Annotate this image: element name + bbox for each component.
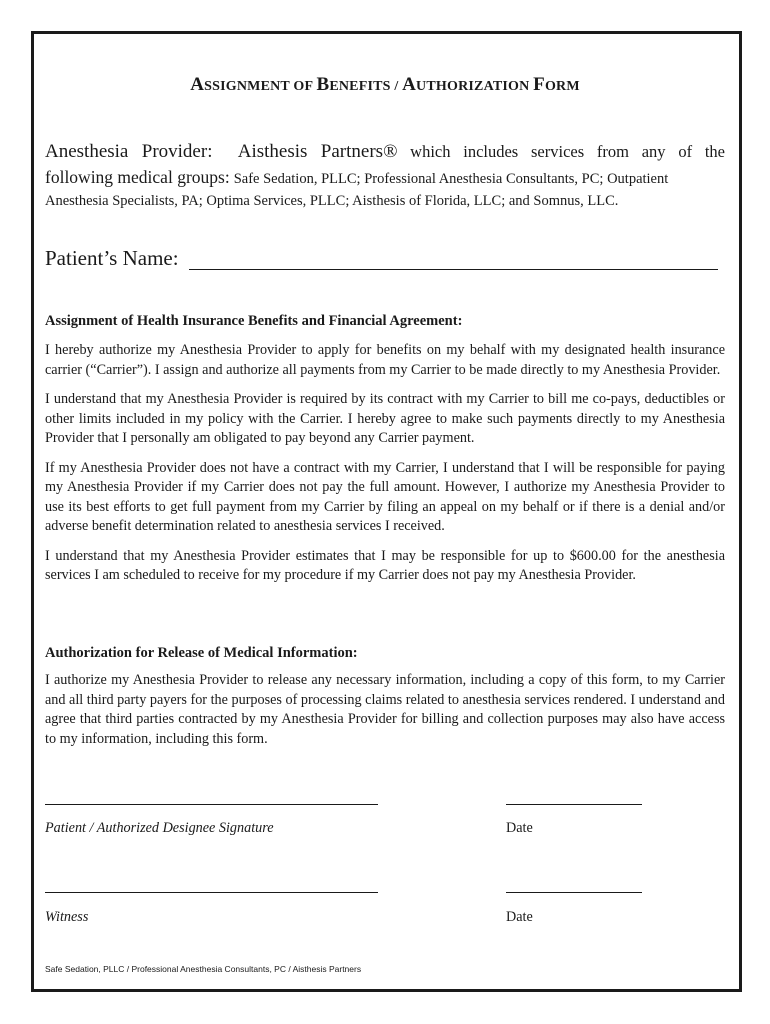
signature-line[interactable]	[45, 804, 378, 805]
provider-label: Anesthesia Provider:	[45, 141, 213, 162]
assignment-paragraph: I understand that my Anesthesia Provider is required by its contract with my Carrier to bill me co-pays, deductibles or other limits included in my policy with the Carrier. I hereby agree to make such payments directly to my Anesthesia Provider that I personally am obligated to pay beyond any Carrier payment.	[45, 391, 725, 446]
assignment-section	[45, 313, 725, 586]
witness-date-label: Date	[506, 909, 533, 925]
witness-date-line[interactable]	[506, 892, 642, 893]
provider-paragraph: Anesthesia Provider: Aisthesis Partners® which includes services from any of the following medical groups: Safe Sedation, PLLC; Professional Anesthesia Consultants, PC; Outpatient Anesthesia Specialists, PA; Optima Services, PLLC; Aisthesis of Florida, LLC; and Somnus, LLC.	[45, 141, 725, 209]
witness-line[interactable]	[45, 892, 378, 893]
patient-name-field[interactable]	[189, 269, 718, 270]
witness-label: Witness	[45, 909, 89, 925]
release-section	[45, 645, 725, 749]
assignment-paragraph: If my Anesthesia Provider does not have a contract with my Carrier, I understand that I will be responsible for paying my Anesthesia Provider if my Carrier does not pay the full amount. However, I authorize my Anesthesia Provider to use its best efforts to get full payment from my Carrier by filing an appeal on my behalf or if there is a denial and/or adverse benefit determination related to anesthesia services I received.	[45, 459, 725, 534]
footer-text: Safe Sedation, PLLC / Professional Anesthesia Consultants, PC / Aisthesis Partners	[45, 964, 362, 974]
release-heading: Authorization for Release of Medical Information:	[45, 645, 358, 661]
provider-name: Aisthesis Partners®	[237, 141, 398, 162]
form-title: ASSIGNMENT OF BENEFITS / AUTHORIZATION FORM	[190, 74, 580, 95]
signature-date-line[interactable]	[506, 804, 642, 805]
assignment-paragraph: I understand that my Anesthesia Provider estimates that I may be responsible for up to $600.00 for the anesthesia services I am scheduled to receive for my procedure if my Carrier does not pay my Anesthesia Provider.	[45, 547, 725, 583]
assignment-paragraph: I hereby authorize my Anesthesia Provider to apply for benefits on my behalf with my designated health insurance carrier (“Carrier”). I assign and authorize all payments from my Carrier to be made directly to my Anesthesia Provider.	[45, 342, 725, 378]
signature-label: Patient / Authorized Designee Signature	[45, 820, 274, 836]
assignment-heading: Assignment of Health Insurance Benefits and Financial Agreement:	[45, 313, 463, 329]
signature-date-label: Date	[506, 820, 533, 836]
release-paragraph: I authorize my Anesthesia Provider to release any necessary information, including a copy of this form, to my Carrier and all third party payers for the purposes of processing claims related to anesthesia services rendered. I understand and agree that third parties contracted by my Anesthesia Provider for billing and collection purposes may also have access to my information, including this form.	[45, 672, 725, 747]
patient-name-label: Patient’s Name:	[45, 246, 179, 270]
